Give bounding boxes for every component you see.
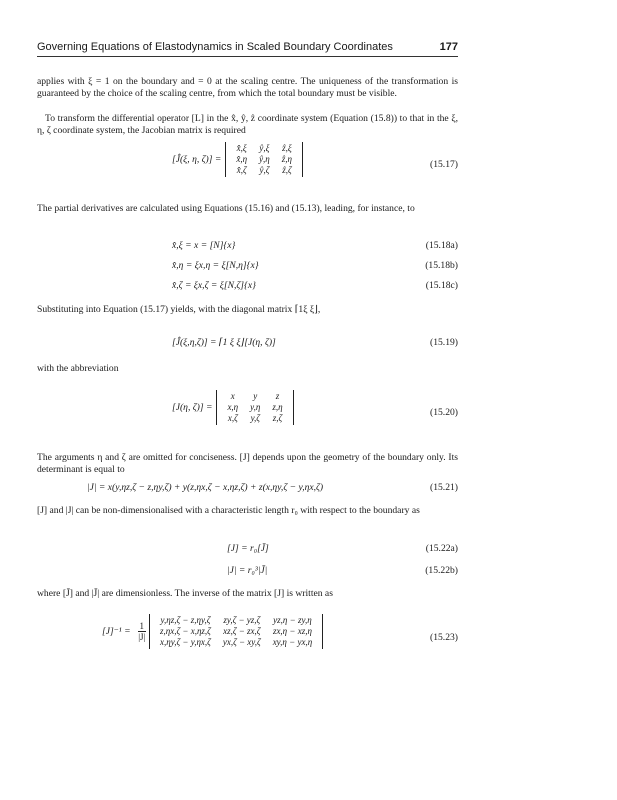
jacobian-matrix — [172, 390, 294, 425]
fraction-denominator: |J| — [138, 632, 146, 642]
equation-number: (15.18a) — [425, 240, 458, 251]
matrix-cell: z — [275, 391, 280, 401]
paragraph-5: with the abbreviation — [37, 363, 119, 374]
equation-text: [J] = r₀[J̄] — [227, 543, 269, 554]
matrix-cell: z,η — [272, 402, 283, 412]
matrix-cell: x,η — [227, 402, 239, 412]
matrix-cell: ŷ,ζ — [259, 165, 270, 175]
paragraph-3: The partial derivatives are calculated using Equations (15.16) and (15.13), leading, for instance, to — [37, 203, 415, 214]
jacobian-hat-matrix — [172, 142, 303, 177]
matrix-cell: x̂,ξ — [236, 143, 247, 153]
equation-text: [Ĵ(ξ,η,ζ)] = ⌈1 ξ ξ⌋[J(η, ζ)] — [172, 337, 276, 348]
matrix-cell: x — [230, 391, 235, 401]
equation-lhs: [Ĵ(ξ, η, ζ)] = — [172, 154, 222, 165]
equation-text: x̂,η = ξx,η = ξ[N,η]{x} — [172, 260, 259, 271]
matrix-cell: y — [253, 391, 258, 401]
equation-number: (15.18b) — [425, 260, 458, 271]
matrix-cell: z,ζ — [272, 413, 283, 423]
inverse-jacobian-matrix — [102, 614, 323, 649]
equation-15-22b — [37, 565, 458, 579]
paragraph-6: The arguments η and ζ are omitted for conciseness. [J] depends upon the geometry of the boundary only. Its determinant is equal to — [37, 452, 458, 476]
matrix-bracket — [225, 142, 303, 177]
equation-number: (15.17) — [430, 159, 458, 170]
equation-text: |J| = x(y,ηz,ζ − z,ηy,ζ) + y(z,ηx,ζ − x,ηz,ζ) + z(x,ηy,ζ − y,ηx,ζ) — [87, 482, 324, 493]
equation-15-18a — [37, 240, 458, 254]
matrix-body — [221, 391, 288, 424]
equation-15-20 — [37, 388, 458, 436]
equation-text: x̂,ζ = ξx,ζ = ξ[N,ζ]{x} — [172, 280, 256, 291]
equation-lhs: [J]⁻¹ = — [102, 626, 131, 637]
running-header — [37, 41, 458, 59]
matrix-cell: z,ηx,ζ − x,ηz,ζ — [160, 626, 211, 636]
equation-number: (15.21) — [430, 482, 458, 493]
matrix-body — [154, 615, 318, 648]
paragraph-2: To transform the differential operator [L] in the x̂, ŷ, ẑ coordinate system (Equation (15.8)) to that in the ξ, η, ζ coordinate system, the Jacobian matrix is required — [37, 113, 458, 137]
matrix-cell: xz,ζ − zx,ζ — [223, 626, 261, 636]
matrix-cell: zx,η − xz,η — [272, 626, 312, 636]
fraction — [138, 621, 147, 642]
equation-15-22a — [37, 543, 458, 557]
equation-15-18b — [37, 260, 458, 274]
equation-number: (15.18c) — [425, 280, 458, 291]
paragraph-8: where [J̄] and |J̄| are dimensionless. The inverse of the matrix [J] is written as — [37, 588, 333, 599]
equation-number: (15.22b) — [425, 565, 458, 576]
matrix-cell: y,ζ — [250, 413, 260, 423]
matrix-cell: ẑ,ζ — [282, 165, 292, 175]
matrix-cell: x,ζ — [227, 413, 238, 423]
matrix-cell: ŷ,η — [259, 154, 270, 164]
equation-text: x̂,ξ = x = [N]{x} — [172, 240, 236, 251]
matrix-cell: yz,η − zy,η — [273, 615, 312, 625]
equation-number: (15.20) — [430, 407, 458, 418]
matrix-cell: x̂,ζ — [236, 165, 247, 175]
matrix-cell: y,ηz,ζ − z,ηy,ζ — [160, 615, 211, 625]
matrix-cell: x̂,η — [236, 154, 248, 164]
matrix-cell: x,ηy,ζ − y,ηx,ζ — [160, 637, 211, 647]
equation-number: (15.23) — [430, 632, 458, 643]
header-rule — [37, 56, 458, 57]
equation-15-21 — [37, 482, 458, 496]
matrix-cell: ŷ,ξ — [259, 143, 270, 153]
paragraph-7: [J] and |J| can be non-dimensionalised with a characteristic length r₀ with respect to the boundary as — [37, 505, 420, 516]
matrix-cell: y,η — [250, 402, 261, 412]
matrix-cell: ẑ,ξ — [282, 143, 292, 153]
matrix-bracket — [149, 614, 323, 649]
equation-number: (15.19) — [430, 337, 458, 348]
equation-lhs: [J(η, ζ)] = — [172, 402, 213, 413]
paragraph-4: Substituting into Equation (15.17) yields, with the diagonal matrix ⌈1ξ ξ⌋, — [37, 304, 321, 315]
paragraph-1: applies with ξ = 1 on the boundary and = 0 at the scaling centre. The uniqueness of the transformation is guaranteed by the choice of the scaling centre, from which the total boundary must be visible. — [37, 76, 458, 100]
equation-15-17 — [37, 140, 458, 188]
matrix-body — [230, 143, 298, 176]
fraction-numerator: 1 — [139, 621, 145, 631]
equation-15-19 — [37, 337, 458, 351]
matrix-cell: yx,ζ − xy,ζ — [222, 637, 261, 647]
equation-number: (15.22a) — [425, 543, 458, 554]
header-title: Governing Equations of Elastodynamics in Scaled Boundary Coordinates — [37, 41, 393, 53]
equation-text: |J| = r₀³|J̄| — [227, 565, 268, 576]
equation-15-18c — [37, 280, 458, 294]
matrix-bracket — [216, 390, 293, 425]
matrix-cell: zy,ζ − yz,ζ — [223, 615, 261, 625]
matrix-cell: xy,η − yx,η — [272, 637, 313, 647]
page-number: 177 — [439, 41, 458, 53]
matrix-cell: ẑ,η — [281, 154, 292, 164]
equation-15-23 — [37, 612, 458, 662]
